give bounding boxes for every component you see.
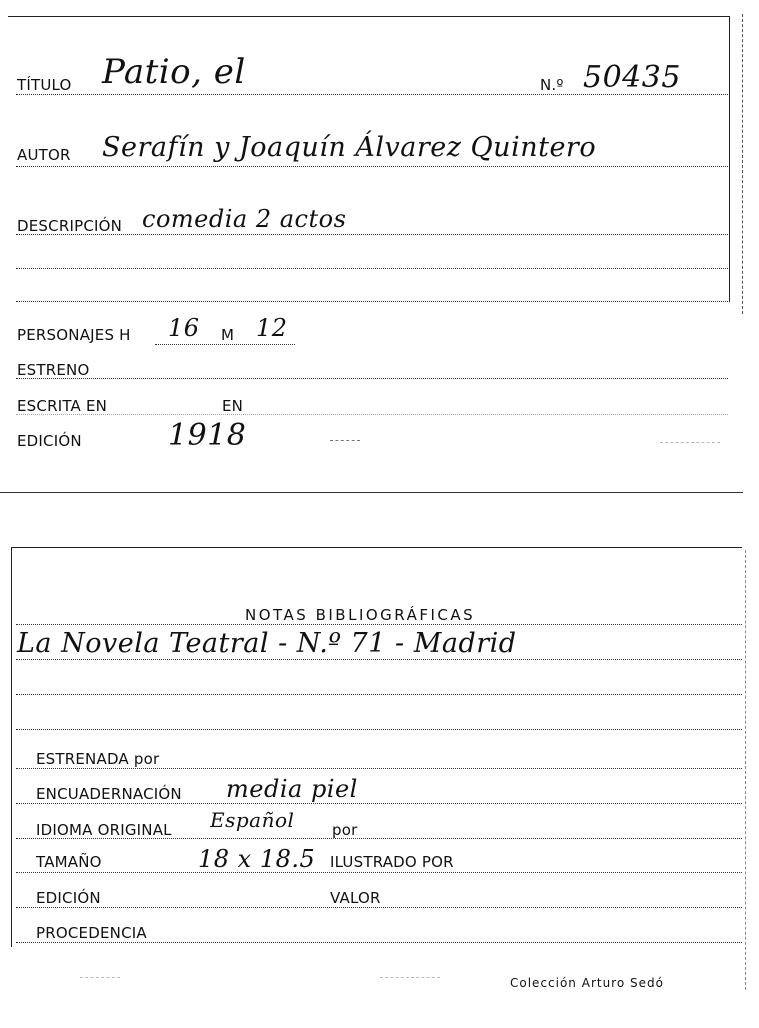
top-card-border-top [8,16,730,17]
personajes-line [155,344,295,345]
estrenada-line [16,768,742,769]
procedencia-label: PROCEDENCIA [36,924,147,942]
coleccion-label: Colección Arturo Sedó [510,976,664,990]
personajes-h-value: 16 [168,314,200,342]
tamano-label: TAMAÑO [36,853,102,871]
edicion-line [330,440,360,441]
idioma-value: Español [210,808,295,832]
escrita-en-label: ESCRITA EN [17,397,108,415]
bottom-card-border-top [12,547,742,548]
notas-line-4 [16,729,742,730]
ilustrado-label: ILUSTRADO POR [330,853,454,871]
notas-line-3 [16,694,742,695]
escrita-en-line [16,414,728,415]
edicion-line-2 [660,442,720,443]
edicion-value: 1918 [168,418,247,453]
autor-value: Serafín y Joaquín Álvarez Quintero [102,132,597,163]
edicion-label: EDICIÓN [17,432,82,450]
descripcion-line-2 [16,268,728,269]
descripcion-line-3 [16,301,728,302]
card-divider [0,492,743,493]
edicion-line-bottom [16,907,742,908]
encuadernacion-label: ENCUADERNACIÓN [36,785,182,803]
por-label: por [332,821,358,839]
bottom-card-border-left [11,547,12,947]
autor-line [16,166,728,167]
personajes-m-value: 12 [256,314,288,342]
titulo-line [16,94,728,95]
bottom-stray-line-2 [380,977,440,978]
autor-label: AUTOR [17,146,71,164]
descripcion-line [16,234,728,235]
notas-value: La Novela Teatral - N.º 71 - Madrid [17,628,517,659]
estreno-label: ESTRENO [17,361,90,379]
numero-value: 50435 [583,60,681,95]
edicion-label-bottom: EDICIÓN [36,889,101,907]
titulo-value: Patio, el [102,52,246,92]
numero-label: N.º [540,76,564,94]
procedencia-line [16,942,742,943]
tamano-line [16,872,742,873]
en-label: EN [222,397,244,415]
titulo-label: TÍTULO [17,76,72,94]
estrenada-label: ESTRENADA por [36,750,160,768]
encuadernacion-line [16,803,742,804]
top-card-border-right [729,16,730,302]
bottom-stray-line [80,977,120,978]
personajes-m-label: M [221,326,235,344]
personajes-label: PERSONAJES H [17,326,131,344]
descripcion-value: comedia 2 actos [142,205,347,233]
top-card-edge-right [742,14,743,314]
notas-line [16,624,742,625]
estreno-line [16,378,728,379]
encuadernacion-value: media piel [226,775,358,803]
descripcion-label: DESCRIPCIÓN [17,217,123,235]
tamano-value: 18 x 18.5 [198,845,316,873]
notas-label: NOTAS BIBLIOGRÁFICAS [245,606,476,624]
idioma-label: IDIOMA ORIGINAL [36,821,172,839]
idioma-line [16,838,742,839]
valor-label: VALOR [330,889,381,907]
bottom-card-edge-right [745,550,746,990]
notas-line-2 [16,659,742,660]
